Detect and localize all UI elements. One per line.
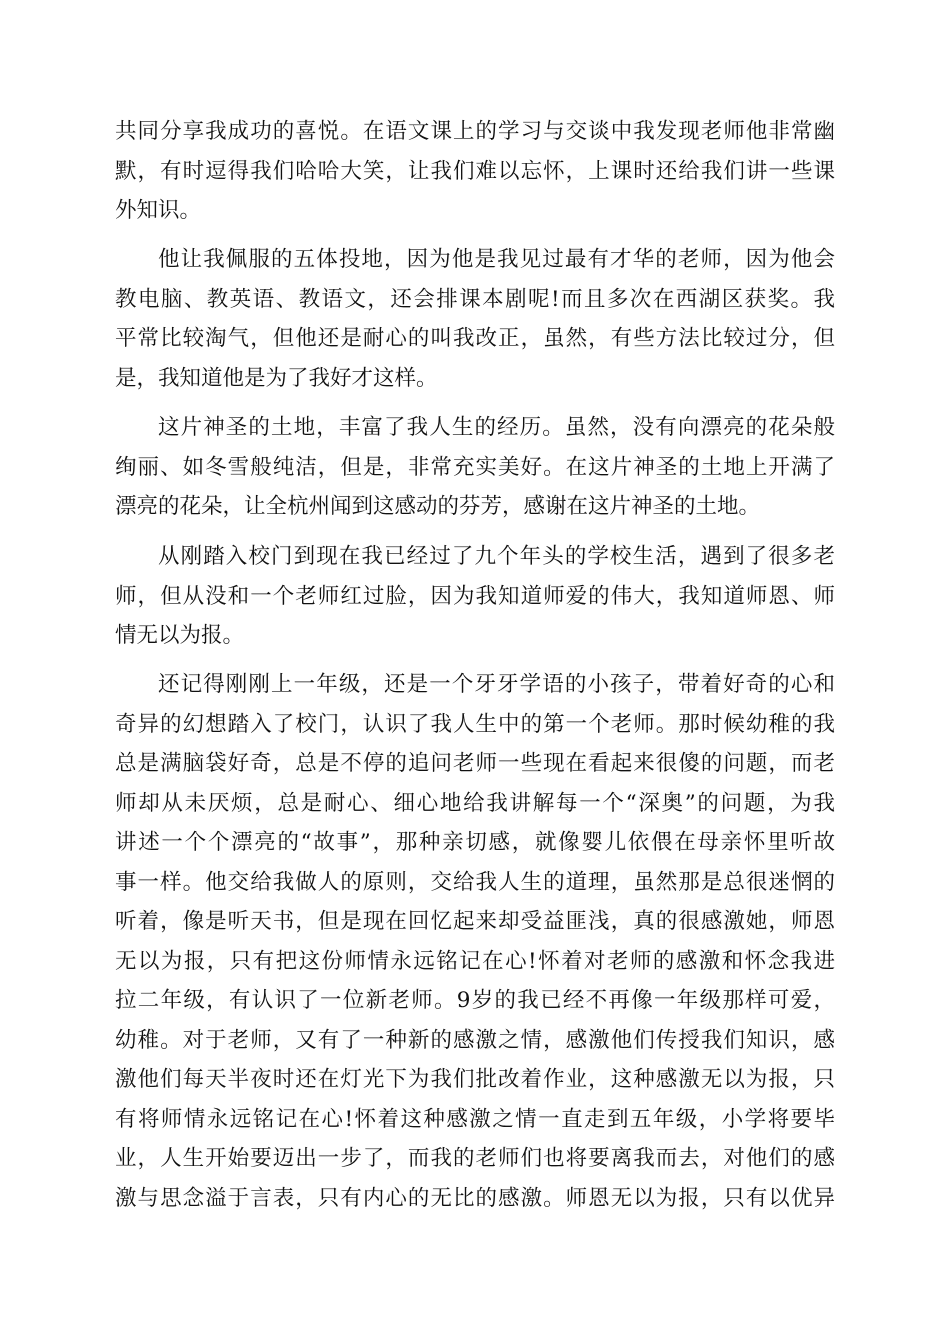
paragraph-line: 奇异的幻想踏入了校门，认识了我人生中的第一个老师。那时候幼稚的我 [115,711,835,737]
paragraph-line: 平常比较淘气，但他还是耐心的叫我改正，虽然，有些方法比较过分，但 [115,326,835,351]
paragraph-line: 激他们每天半夜时还在灯光下为我们批改着作业，这种感激无以为报，只 [115,1067,835,1092]
paragraph-line: 无以为报，只有把这份师情永远铭记在心!怀着对老师的感激和怀念我进 [115,948,835,974]
paragraph-line: 业，人生开始要迈出一步了，而我的老师们也将要离我而去，对他们的感 [115,1146,835,1171]
paragraph-4 [115,537,835,656]
paragraph-line: 有将师情永远铭记在心!怀着这种感激之情一直走到五年级，小学将要毕 [115,1106,835,1132]
paragraph-line: 绚丽、如冬雪般纯洁，但是，非常充实美好。在这片神圣的土地上开满了 [115,454,835,480]
paragraph-line: 讲述一个个漂亮的“故事”，那种亲切感，就像婴儿依偎在母亲怀里听故 [115,830,835,855]
paragraph-line: 师，但从没和一个老师红过脸，因为我知道师爱的伟大，我知道师恩、师 [115,583,835,609]
paragraph-5 [115,665,835,1218]
paragraph-line: 师却从未厌烦，总是耐心、细心地给我讲解每一个“深奥”的问题，为我 [115,790,835,816]
paragraph-line: 幼稚。对于老师，又有了一种新的感激之情，感激他们传授我们知识，感 [115,1027,835,1053]
paragraph-line: 教电脑、教英语、教语文，还会排课本剧呢!而且多次在西湖区获奖。我 [115,286,835,312]
paragraph-2 [115,240,835,398]
paragraph-line: 听着，像是听天书，但是现在回忆起来却受益匪浅，真的很感激她，师恩 [115,909,835,934]
paragraph-line: 事一样。他交给我做人的原则，交给我人生的道理，虽然那是总很迷惘的 [115,869,835,895]
paragraph-line: 这片神圣的土地，丰富了我人生的经历。虽然，没有向漂亮的花朵般 [158,415,835,440]
paragraph-line: 共同分享我成功的喜悦。在语文课上的学习与交谈中我发现老师他非常幽 [115,119,835,144]
paragraph-line: 还记得刚刚上一年级，还是一个牙牙学语的小孩子，带着好奇的心和 [158,672,835,697]
paragraph-1 [115,112,835,231]
paragraph-line: 拉二年级，有认识了一位新老师。9岁的我已经不再像一年级那样可爱， [115,988,835,1013]
paragraph-line: 外知识。 [115,198,202,223]
paragraph-line: 默，有时逗得我们哈哈大笑，让我们难以忘怀，上课时还给我们讲一些课 [115,158,835,184]
paragraph-line: 漂亮的花朵，让全杭州闻到这感动的芬芳，感谢在这片神圣的土地。 [115,494,761,519]
paragraph-3 [115,408,835,527]
paragraph-line: 从刚踏入校门到现在我已经过了九个年头的学校生活，遇到了很多老 [158,544,835,569]
paragraph-line: 激与思念溢于言表，只有内心的无比的感激。师恩无以为报，只有以优异 [115,1185,835,1211]
paragraph-line: 他让我佩服的五体投地，因为他是我见过最有才华的老师，因为他会 [158,247,835,272]
paragraph-line: 总是满脑袋好奇，总是不停的追问老师一些现在看起来很傻的问题，而老 [115,751,835,776]
paragraph-line: 是，我知道他是为了我好才这样。 [115,365,438,391]
paragraph-line: 情无以为报。 [115,623,245,648]
